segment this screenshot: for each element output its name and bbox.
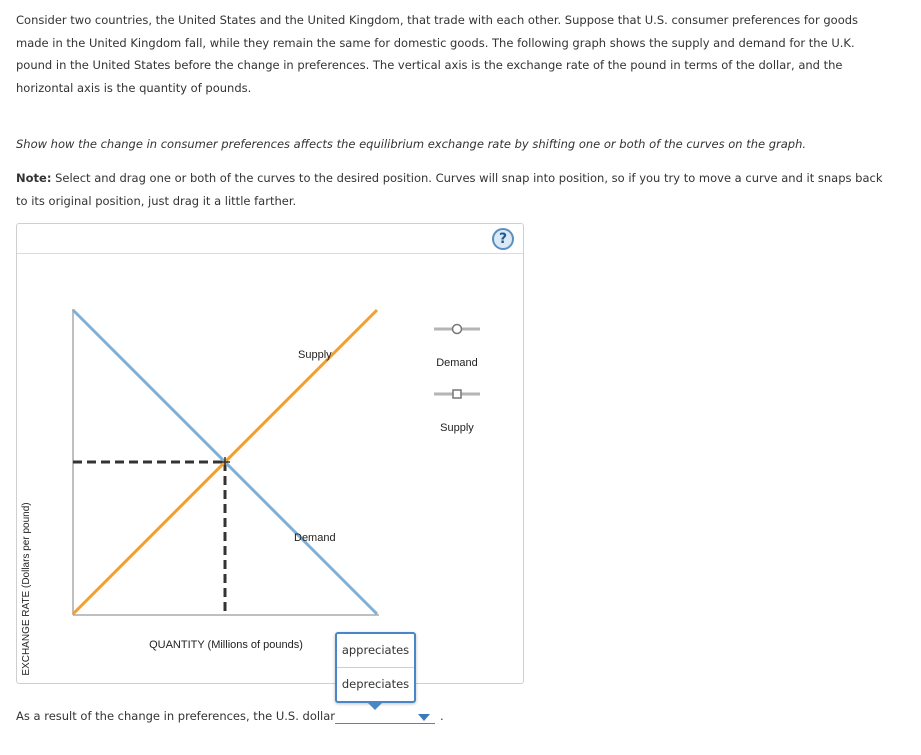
intro-paragraph: Consider two countries, the United States and the United Kingdom, that trade with each other. Suppose that U.S. consumer preferences for goods made in the United Kingdom fall, while they remain the same for domestic goods. The following graph shows the supply and demand for the U.K. pound in the United States before the change in preferences. The vertical axis is the exchange rate of the pound in terms of the dollar, and the horizontal axis is the quantity of pounds. [16, 13, 859, 95]
instruction-paragraph: Show how the change in consumer preferences affects the equilibrium exchange rate by shifting one or both of the curves on the graph. [16, 137, 807, 151]
graph-panel [16, 223, 524, 684]
x-axis-label: QUANTITY (Millions of pounds) [149, 639, 303, 651]
graph-canvas [17, 224, 523, 683]
legend-supply-marker[interactable] [434, 390, 480, 398]
question-text: As a result of the change in preferences, the U.S. dollar [16, 709, 336, 723]
supply-curve-label: Supply [298, 349, 332, 361]
note-text: Select and drag one or both of the curves to the desired position. Curves will snap into position, so if you try to move a curve and it snaps back to its original position, just drag it a little farther. [16, 171, 883, 208]
demand-curve-label: Demand [294, 532, 336, 544]
option-depreciates[interactable]: depreciates [341, 677, 410, 691]
help-button[interactable]: ? [492, 228, 514, 250]
option-appreciates[interactable]: appreciates [341, 643, 410, 657]
y-axis-label: EXCHANGE RATE (Dollars per pound) [21, 502, 32, 676]
note-label: Note: [16, 171, 52, 185]
dropdown-arrow-icon[interactable] [418, 714, 430, 721]
answer-select[interactable] [335, 723, 435, 724]
question-period: . [440, 709, 444, 723]
answer-dropdown-menu [335, 632, 416, 703]
legend-demand-marker[interactable] [434, 325, 480, 334]
dropdown-pointer [368, 703, 382, 710]
note-paragraph [16, 167, 886, 212]
legend-supply-label: Supply [440, 422, 474, 434]
legend-demand-label: Demand [436, 357, 478, 369]
